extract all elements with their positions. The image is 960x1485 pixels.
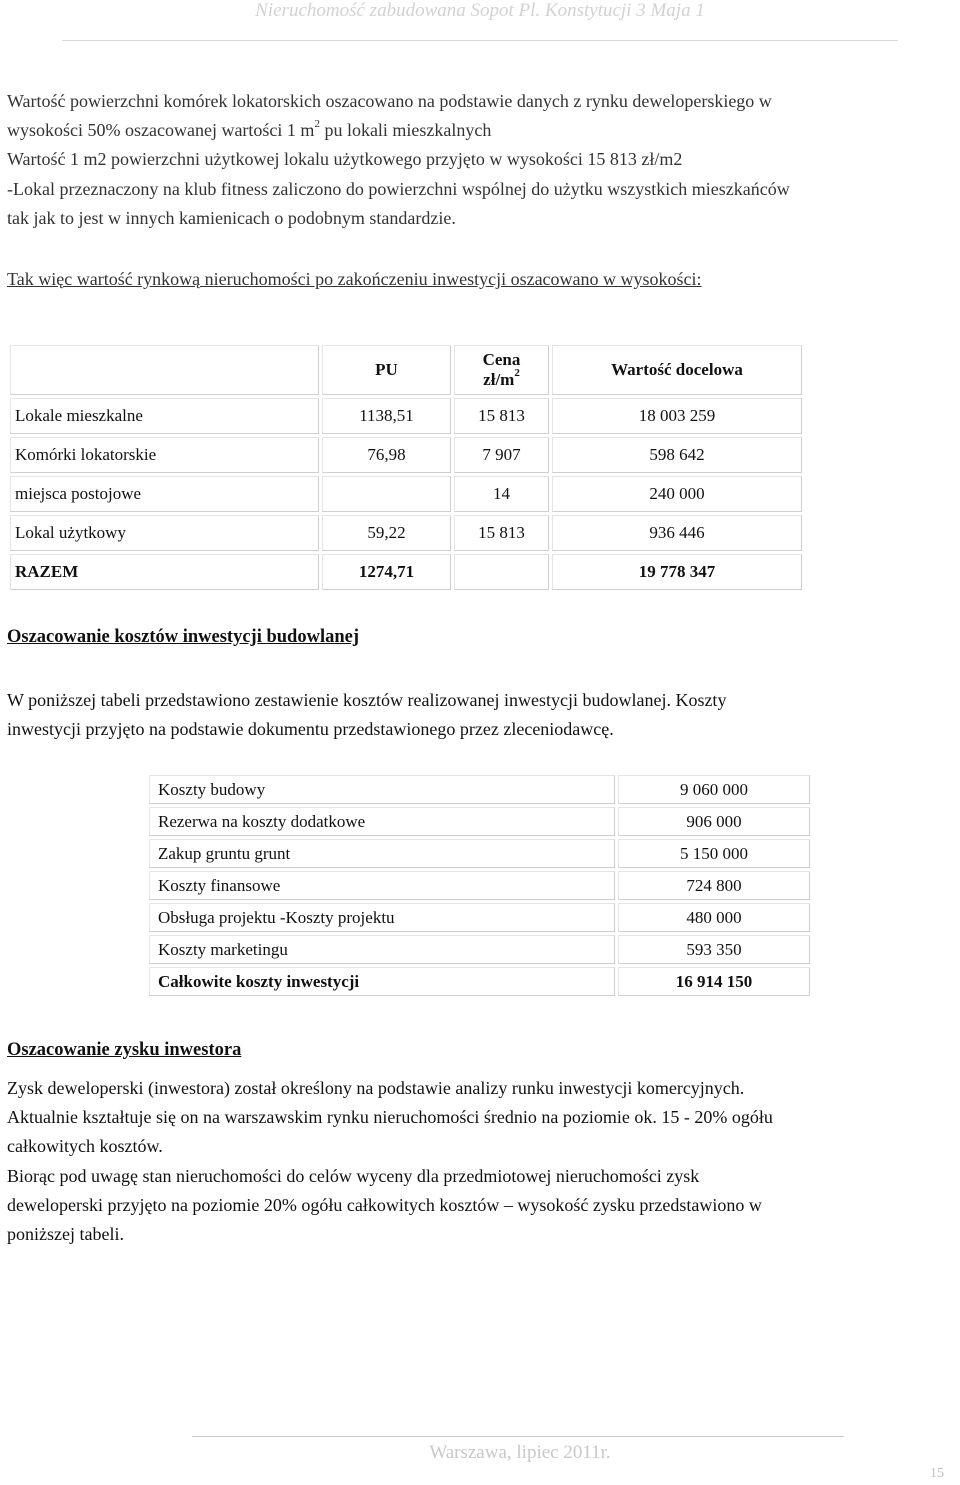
costs-paragraph	[7, 686, 952, 744]
cost-total-value: 16 914 150	[618, 967, 810, 996]
cost-total-label: Całkowite koszty inwestycji	[149, 967, 615, 996]
table-row	[149, 871, 810, 900]
row-price: 15 813	[454, 515, 549, 551]
table-row	[10, 476, 802, 512]
summary-text: Tak więc wartość rynkową nieruchomości po zakończeniu inwestycji oszacowano w wysokości:	[7, 269, 702, 289]
intro-line: tak jak to jest w innych kamienicach o podobnym standardzie.	[7, 207, 456, 228]
cost-value: 5 150 000	[618, 839, 810, 868]
profit-line: Zysk deweloperski (inwestora) został określony na podstawie analizy runku inwestycji komercyjnych.	[7, 1078, 745, 1098]
row-name: Komórki lokatorskie	[10, 437, 319, 473]
header-price-line2	[455, 367, 548, 390]
row-value: 936 446	[552, 515, 802, 551]
table-total-row	[10, 554, 802, 590]
row-value: 18 003 259	[552, 398, 802, 434]
row-price: 14	[454, 476, 549, 512]
costs-table	[146, 772, 826, 999]
profit-line: poniższej tabeli.	[7, 1224, 124, 1245]
intro-paragraph	[7, 87, 952, 233]
costs-text-line: inwestycji przyjęto na podstawie dokumentu przedstawionego przez zleceniodawcę.	[7, 719, 614, 740]
total-pu: 1274,71	[322, 554, 451, 590]
cost-value: 9 060 000	[618, 775, 810, 804]
profit-line: Aktualnie kształtuje się on na warszawskim rynku nieruchomości średnio na poziomie ok. 15 - 20% ogółu	[7, 1107, 773, 1128]
valuation-table	[7, 342, 807, 593]
cost-label: Rezerwa na koszty dodatkowe	[149, 807, 615, 836]
row-name: Lokal użytkowy	[10, 515, 319, 551]
row-value: 598 642	[552, 437, 802, 473]
table-row	[149, 807, 810, 836]
table-row	[10, 398, 802, 434]
page-header-title: Nieruchomość zabudowana Sopot Pl. Konstytucji 3 Maja 1	[255, 0, 705, 21]
cost-label: Obsługa projektu -Koszty projektu	[149, 903, 615, 932]
table-row	[149, 903, 810, 932]
cost-label: Zakup gruntu grunt	[149, 839, 615, 868]
profit-paragraph	[7, 1074, 952, 1249]
intro-line-part: wysokości 50% oszacowanej wartości 1 m	[7, 120, 315, 141]
footer-text: Warszawa, lipiec 2011r.	[429, 1442, 611, 1463]
row-name: miejsca postojowe	[10, 476, 319, 512]
table-row	[149, 839, 810, 868]
total-price	[454, 554, 549, 590]
cost-label: Koszty budowy	[149, 775, 615, 804]
row-pu: 76,98	[322, 437, 451, 473]
footer-divider	[192, 1436, 844, 1437]
cost-label: Koszty finansowe	[149, 871, 615, 900]
total-value: 19 778 347	[552, 554, 802, 590]
table-row	[149, 775, 810, 804]
intro-line	[7, 116, 952, 145]
cost-value: 480 000	[618, 903, 810, 932]
cost-label: Koszty marketingu	[149, 935, 615, 964]
header-value: Wartość docelowa	[552, 345, 802, 395]
superscript: 2	[314, 118, 320, 131]
summary-line	[7, 265, 952, 294]
row-price: 7 907	[454, 437, 549, 473]
intro-line: Wartość 1 m2 powierzchni użytkowej lokalu użytkowego przyjęto w wysokości 15 813 zł/m2	[7, 149, 683, 170]
table-row	[10, 515, 802, 551]
header-price-line1: Cena	[482, 350, 521, 369]
table-header-row	[10, 345, 802, 395]
cost-value: 724 800	[618, 871, 810, 900]
intro-line-part: pu lokali mieszkalnych	[319, 120, 492, 141]
header-price-unit: zł/m	[483, 370, 515, 389]
cost-value: 593 350	[618, 935, 810, 964]
profit-line: deweloperski przyjęto na poziomie 20% ogółu całkowitych kosztów – wysokość zysku przedstawiono w	[7, 1194, 762, 1215]
table-total-row	[149, 967, 810, 996]
table-row	[149, 935, 810, 964]
profit-line: całkowitych kosztów.	[7, 1136, 163, 1157]
total-name: RAZEM	[10, 554, 319, 590]
header-price	[454, 345, 549, 395]
row-price: 15 813	[454, 398, 549, 434]
page-number: 15	[930, 1466, 944, 1481]
profit-heading: Oszacowanie zysku inwestora	[7, 1040, 242, 1060]
row-pu: 59,22	[322, 515, 451, 551]
row-value: 240 000	[552, 476, 802, 512]
header-pu: PU	[322, 345, 451, 395]
header-divider	[62, 40, 898, 41]
superscript: 2	[514, 367, 520, 380]
row-pu	[322, 476, 451, 512]
profit-line: Biorąc pod uwagę stan nieruchomości do celów wyceny dla przedmiotowej nieruchomości zysk	[7, 1165, 700, 1186]
header-empty-cell	[10, 345, 319, 395]
row-name: Lokale mieszkalne	[10, 398, 319, 434]
row-pu: 1138,51	[322, 398, 451, 434]
table-row	[10, 437, 802, 473]
intro-line: Wartość powierzchni komórek lokatorskich oszacowano na podstawie danych z rynku deweloperskiego w	[7, 91, 772, 111]
costs-heading: Oszacowanie kosztów inwestycji budowlanej	[7, 627, 360, 647]
costs-text-line: W poniższej tabeli przedstawiono zestawienie kosztów realizowanej inwestycji budowlanej. Koszty	[7, 690, 727, 710]
intro-line: -Lokal przeznaczony na klub fitness zaliczono do powierzchni wspólnej do użytku wszystkich mieszkańców	[7, 178, 790, 199]
cost-value: 906 000	[618, 807, 810, 836]
